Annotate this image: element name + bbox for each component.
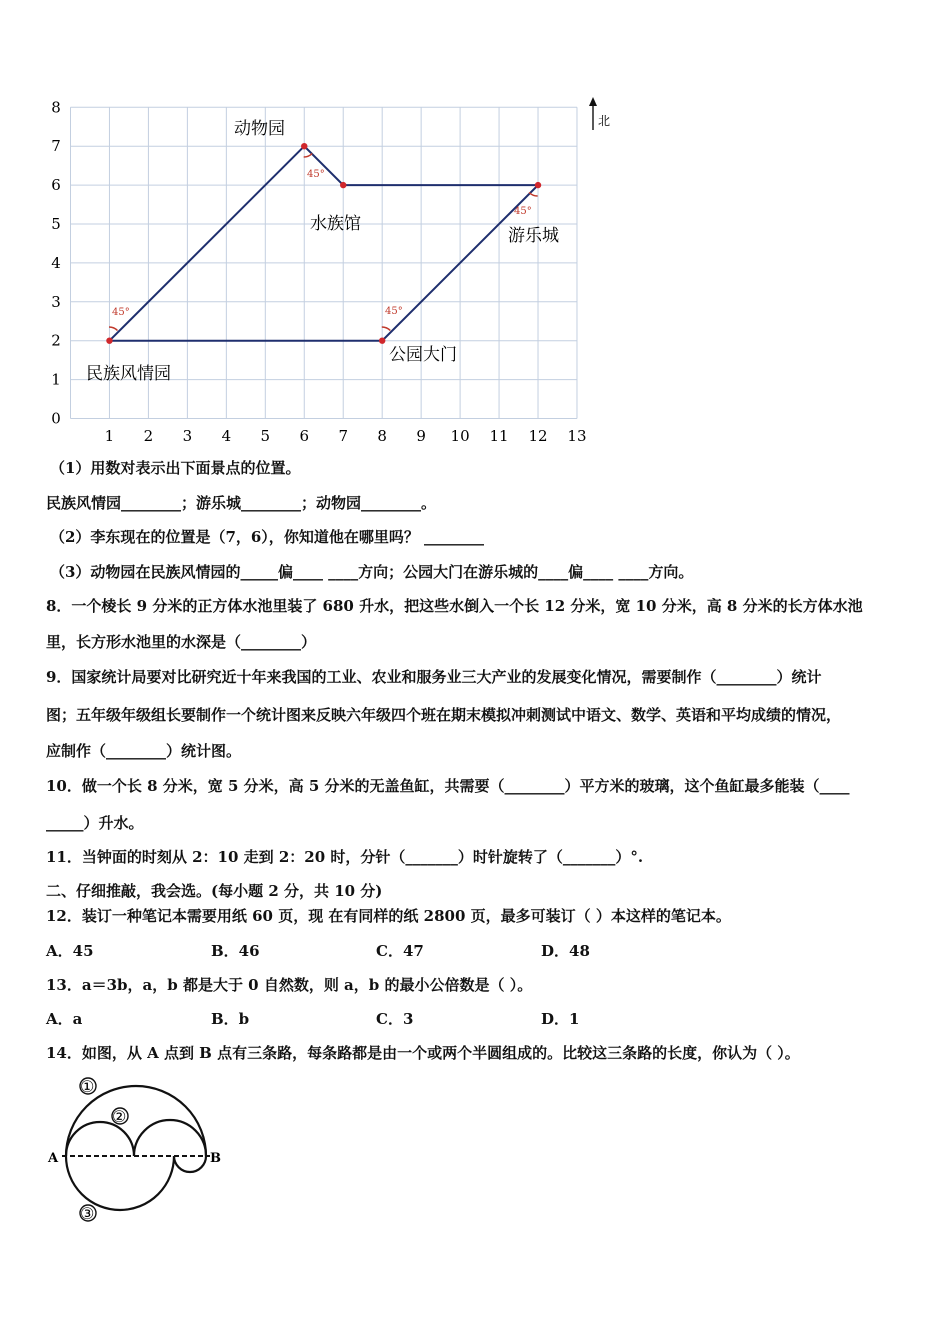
q8-line1: 8．一个棱长 9 分米的正方体水池里装了 680 升水，把这些水倒入一个长 12 分米，宽 10 分米，高 8 分米的长方体水池 [46,597,863,615]
q7-part3: （3）动物园在民族风情园的_____偏____ ____方向；公园大门在游乐城的____偏____ ____方向。 [50,563,694,581]
path-3-small-lower-semicircle [174,1156,206,1172]
q11-line1: 11．当钟面的时刻从 2：10 走到 2：20 时，分针（_______）时针旋转了（_______）°. [46,848,644,866]
label-amusement-park: 游乐城 [508,226,559,246]
q12-option-b[interactable]: B．46 [211,942,260,960]
y-axis-tick-labels [51,98,61,427]
x-tick-label: 6 [299,427,310,445]
x-tick-label: 1 [104,427,115,445]
x-tick-label: 7 [338,427,348,445]
semicircle-paths-figure [40,1070,240,1230]
q13-option-a[interactable]: A．a [46,1010,83,1028]
y-tick-label: 5 [51,215,61,233]
path-1-label: ① [80,1077,95,1096]
y-tick-label: 4 [51,253,61,272]
q7-part2: （2）李东现在的位置是（7，6），你知道他在哪里吗？ ________ [50,528,485,546]
path-2-small-semicircle-left [66,1122,134,1156]
north-label: 北 [598,114,611,128]
point-a-label: A [48,1151,59,1166]
angle-arc-zoo [304,154,313,158]
y-tick-label: 1 [51,370,61,389]
y-tick-label: 8 [51,98,61,117]
label-zoo: 动物园 [234,119,285,139]
x-tick-label: 10 [450,427,470,445]
path-2-label: ② [112,1107,127,1126]
q9-line3: 应制作（________）统计图。 [46,742,242,760]
q14-stem: 14．如图，从 A 点到 B 点有三条路，每条路都是由一个或两个半圆组成的。比较这三条路的长度，你认为（ ）。 [46,1044,800,1062]
place-point [535,182,541,188]
label-aquarium: 水族馆 [310,214,361,234]
x-tick-label: 5 [260,427,271,445]
q13-option-d[interactable]: D．1 [541,1010,580,1028]
q12-option-a[interactable]: A．45 [46,942,94,960]
angle-arc-folk-park [109,327,118,331]
y-tick-label: 3 [51,292,61,311]
x-tick-label: 12 [528,427,548,445]
q9-line1: 9．国家统计局要对比研究近十年来我国的工业、农业和服务业三大产业的发展变化情况，需要制作（________）统计 [46,668,822,686]
path-2-small-semicircle-right [134,1120,206,1156]
q13-option-c[interactable]: C．3 [376,1010,414,1028]
y-tick-label: 7 [51,137,61,156]
q10-line2: _____）升水。 [46,814,144,832]
q10-line1: 10．做一个长 8 分米，宽 5 分米，高 5 分米的无盖鱼缸，共需要（________）平方米的玻璃，这个鱼缸最多能装（____ [46,777,850,795]
place-point [340,182,346,188]
x-tick-label: 3 [182,427,193,445]
path-3-label: ③ [80,1204,95,1223]
point-b-label: B [210,1151,221,1166]
label-park-gate: 公园大门 [389,345,457,365]
angle-label-zoo: 45° [307,169,325,180]
section2-title: 二、仔细推敲，我会选。(每小题 2 分，共 10 分) [46,882,383,900]
place-point [106,338,112,344]
x-tick-label: 2 [143,427,154,445]
angle-label-folk-park: 45° [112,307,130,318]
q12-option-c[interactable]: C．47 [376,942,424,960]
q9-line2: 图；五年级年级组长要制作一个统计图来反映六年级四个班在期末模拟冲刺测试中语文、数学、英语和平均成绩的情况， [46,706,842,724]
q7-part1-blanks: 民族风情园________；游乐城________；动物园________。 [46,494,437,512]
map-grid-figure [0,0,950,460]
y-tick-label: 0 [51,409,61,428]
x-tick-label: 4 [221,427,232,445]
x-axis-tick-labels [105,427,587,445]
angle-label-park-gate: 45° [385,306,403,317]
q8-line2: 里，长方形水池里的水深是（________） [46,633,317,651]
x-tick-label: 8 [377,427,387,445]
path-3-lower-semicircle [66,1156,174,1210]
x-tick-label: 9 [416,427,426,445]
x-tick-label: 13 [567,427,587,445]
angle-arc-park-gate [382,327,391,331]
north-arrowhead-icon [589,97,597,106]
label-folk-park: 民族风情园 [86,364,171,384]
x-tick-label: 11 [489,427,509,445]
place-point [379,338,385,344]
q13-stem: 13．a＝3b，a，b 都是大于 0 自然数，则 a，b 的最小公倍数是（ ）。 [46,976,533,994]
y-tick-label: 6 [51,176,61,195]
angle-arc-amusement-park [529,193,538,197]
q13-option-b[interactable]: B．b [211,1010,250,1028]
y-tick-label: 2 [51,331,61,350]
q7-part1: （1）用数对表示出下面景点的位置。 [50,459,301,477]
q12-option-d[interactable]: D．48 [541,942,590,960]
angle-label-amusement-park: 45° [514,206,532,217]
place-point [301,143,307,149]
q12-stem: 12．装订一种笔记本需要用纸 60 页，现 在有同样的纸 2800 页，最多可装订（ ）本这样的笔记本。 [46,907,731,925]
